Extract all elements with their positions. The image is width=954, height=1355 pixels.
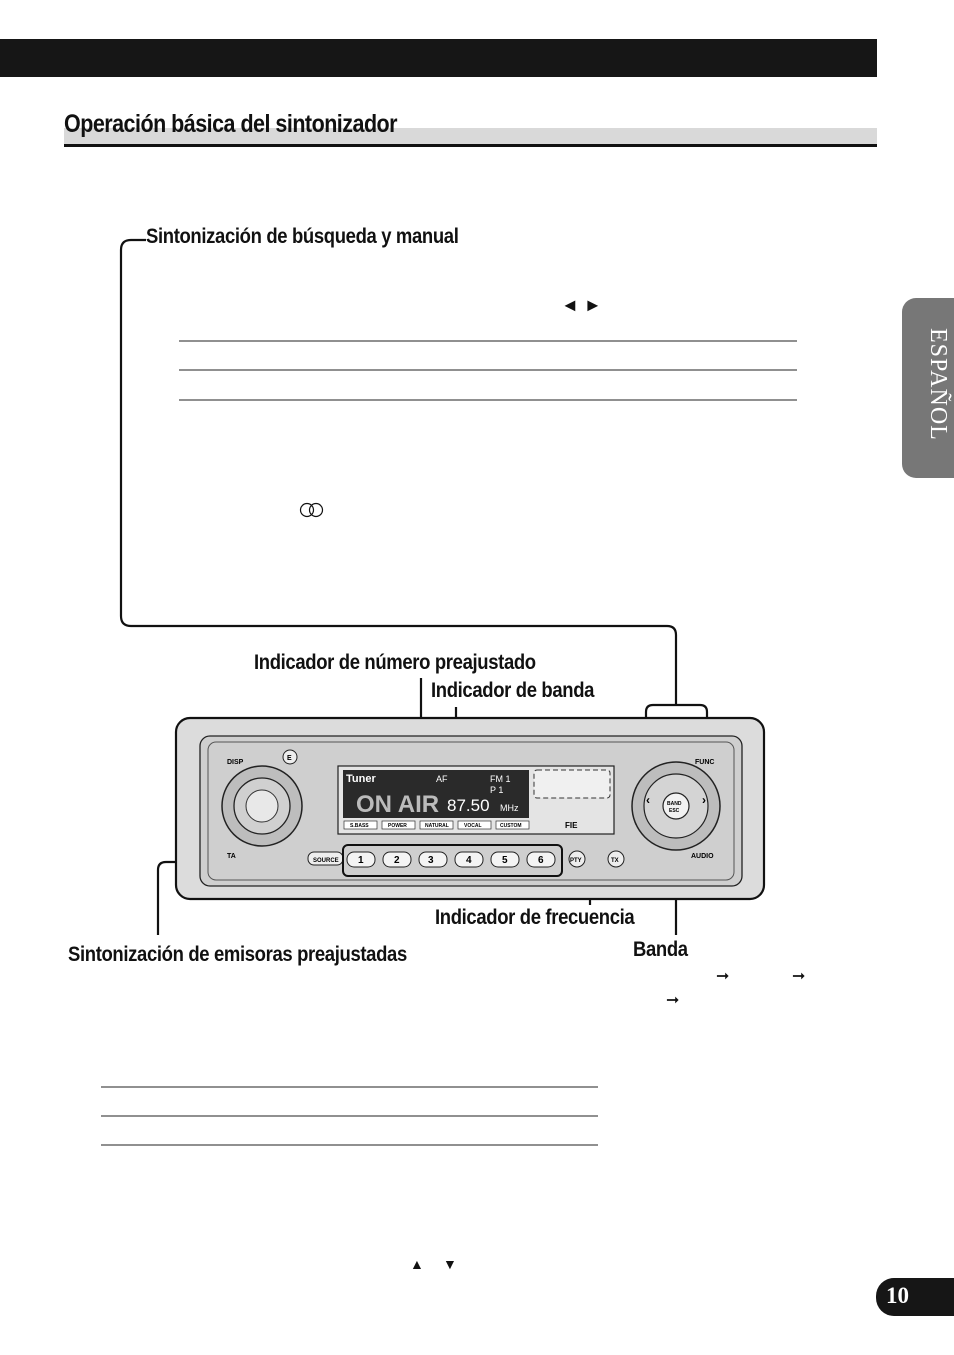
seek-tuning-label: Sintonización de búsqueda y manual [146, 225, 459, 248]
preset-number-indicator-label: Indicador de número preajustado [254, 651, 536, 674]
display-mode: Tuner [346, 773, 376, 785]
band-indicator-label: Indicador de banda [431, 679, 595, 702]
display-band: FM 1 [490, 774, 511, 784]
display-frequency: 87.50 [447, 796, 490, 815]
frequency-indicator-label: Indicador de frecuencia [435, 906, 635, 929]
display-on-air: ON AIR [356, 791, 440, 818]
ta-button: TA [227, 853, 236, 860]
display-fie: FIE [565, 821, 578, 830]
display-unit: MHz [500, 803, 519, 813]
language-tab-label: ESPAÑOL [925, 328, 951, 441]
disp-button: DISP [227, 759, 244, 766]
audio-button: AUDIO [691, 853, 714, 860]
svg-text:3: 3 [428, 855, 434, 866]
head-unit-illustration [170, 712, 770, 907]
page-number-box [876, 1278, 954, 1316]
display-preset: P 1 [490, 785, 504, 795]
band-sequence-arrow: ➞ [716, 968, 730, 985]
eq-label: NATURAL [425, 823, 449, 829]
section-title: Operación básica del sintonizador [64, 110, 398, 138]
band-label: Banda [633, 938, 688, 961]
e-button: E [287, 755, 292, 762]
band-sequence-arrow: ➞ [792, 968, 806, 985]
up-arrow-icon: ▲ [410, 1256, 424, 1272]
svg-text:6: 6 [538, 855, 544, 866]
svg-text:SOURCE: SOURCE [313, 858, 339, 864]
svg-text:5: 5 [502, 855, 508, 866]
page-number: 10 [886, 1283, 909, 1308]
down-arrow-icon: ▼ [443, 1256, 457, 1272]
svg-text:TX: TX [611, 858, 619, 864]
svg-text:PTY: PTY [570, 858, 582, 864]
left-right-arrows: ◄ ► [561, 295, 602, 315]
right-key-icon: › [702, 793, 706, 807]
svg-text:1: 1 [358, 855, 364, 866]
band-sequence-arrow: ➞ [666, 992, 680, 1009]
preset-tuning-label: Sintonización de emisoras preajustadas [68, 943, 407, 966]
svg-text:BAND: BAND [667, 801, 682, 807]
left-key-icon: ‹ [646, 793, 650, 807]
func-button: FUNC [695, 759, 715, 766]
stereo-indicator-icon [301, 504, 323, 517]
svg-text:2: 2 [394, 855, 400, 866]
eq-label: POWER [388, 823, 407, 829]
eq-label: VOCAL [464, 823, 482, 829]
svg-text:4: 4 [466, 855, 472, 866]
svg-text:ESC: ESC [669, 808, 680, 814]
eq-label: S.BASS [350, 823, 369, 829]
eq-label: CUSTOM [500, 823, 522, 829]
display-af: AF [436, 774, 448, 784]
